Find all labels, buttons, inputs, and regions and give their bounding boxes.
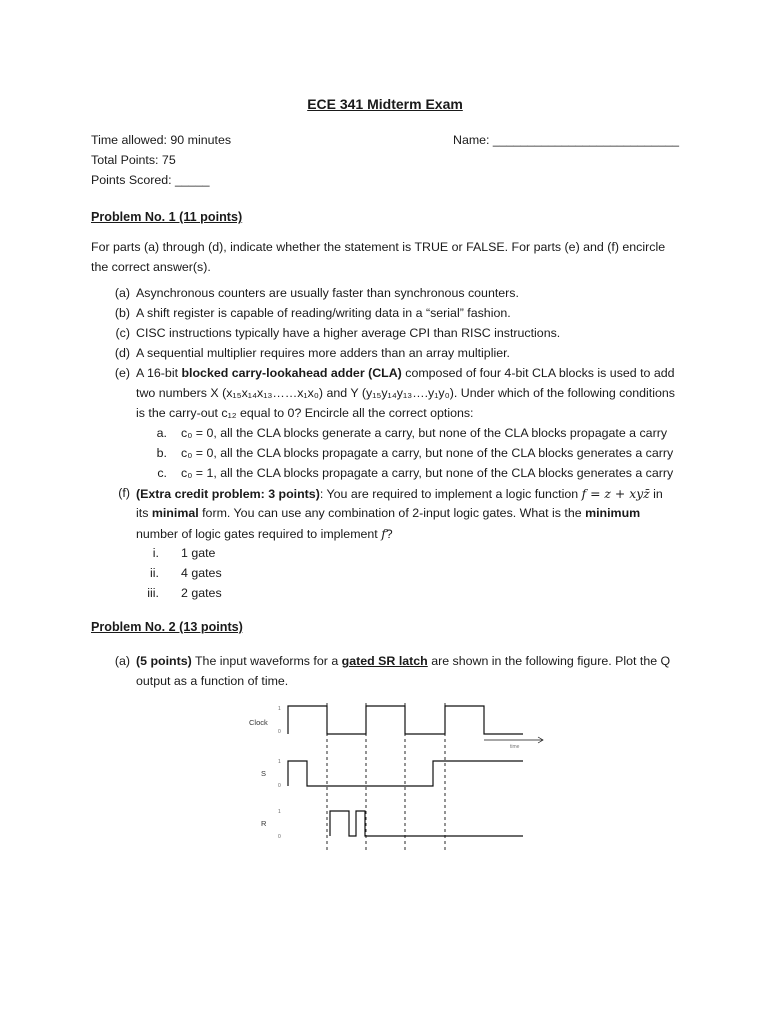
r-low-label: 0 — [278, 834, 281, 840]
option-b-label: b. — [156, 446, 167, 460]
item-e-line3: is the carry-out c₁₂ equal to 0? Encircle all the correct options: — [136, 406, 474, 420]
s-high-label: 1 — [278, 759, 281, 765]
item-b-label: (b) — [114, 306, 130, 320]
item-f-label: (f) — [118, 486, 130, 500]
option-c-label: c. — [157, 466, 167, 480]
time-label: time — [510, 744, 520, 750]
item-f-line1: (Extra credit problem: 3 points): You are required to implement a logic function f = z + xyz̄ in — [136, 486, 663, 501]
p2-item-a-line2: output as a function of time. — [136, 674, 289, 688]
item-f-line2: its minimal form. You can use any combination of 2-input logic gates. What is the minimum — [136, 506, 641, 520]
item-a-label: (a) — [114, 286, 130, 300]
points-scored: Points Scored: _____ — [91, 173, 210, 187]
s-low-label: 0 — [278, 783, 281, 789]
name-field: Name: ___________________________ — [453, 133, 679, 147]
p2-item-a-line1: (5 points) The input waveforms for a gated SR latch are shown in the following figure. Plot the Q — [136, 654, 671, 668]
r-high-label: 1 — [278, 809, 281, 815]
option-a-label: a. — [156, 426, 167, 440]
problem-1-heading: Problem No. 1 (11 points) — [91, 210, 243, 224]
s-waveform — [288, 761, 523, 786]
total-points: Total Points: 75 — [91, 153, 176, 167]
option-ii-text: 4 gates — [181, 566, 222, 580]
problem-2-heading: Problem No. 2 (13 points) — [91, 620, 243, 634]
option-iii-text: 2 gates — [181, 586, 222, 600]
problem-1-intro: For parts (a) through (d), indicate whether the statement is TRUE or FALSE. For parts (e) and (f) encircle the correct answer(s). — [91, 240, 666, 274]
time-allowed: Time allowed: 90 minutes — [91, 133, 232, 147]
item-a-text: Asynchronous counters are usually faster than synchronous counters. — [136, 286, 519, 300]
item-e-line2: two numbers X (x₁₅x₁₄x₁₃……x₁x₀) and Y (y₁₅y₁₄y₁₃….y₁y₀). Under which of the following conditions — [136, 386, 675, 400]
p2-item-a-label: (a) — [114, 654, 130, 668]
item-f-line3: number of logic gates required to implement f? — [136, 526, 393, 541]
option-b-text: c₀ = 0, all the CLA blocks propagate a carry, but none of the CLA blocks generates a carry — [181, 446, 674, 460]
item-d-label: (d) — [114, 346, 130, 360]
item-c-text: CISC instructions typically have a higher average CPI than RISC instructions. — [136, 326, 561, 340]
item-e-line1: A 16-bit blocked carry-lookahead adder (CLA) composed of four 4-bit CLA blocks is used to add — [136, 366, 675, 380]
clock-low-label: 0 — [278, 729, 281, 735]
item-b-text: A shift register is capable of reading/writing data in a “serial” fashion. — [136, 306, 511, 320]
option-iii-label: iii. — [147, 586, 159, 600]
r-label: R — [261, 819, 267, 828]
option-c-text: c₀ = 1, all the CLA blocks propagate a carry, but none of the CLA blocks generates a carry — [181, 466, 674, 480]
function-formula: f = z + xyz̄ — [581, 486, 650, 501]
item-c-label: (c) — [115, 326, 130, 340]
clock-high-label: 1 — [278, 706, 281, 712]
clock-label: Clock — [249, 718, 268, 727]
option-ii-label: ii. — [150, 566, 159, 580]
item-e-label: (e) — [114, 366, 130, 380]
option-a-text: c₀ = 0, all the CLA blocks generate a carry, but none of the CLA blocks propagate a carry — [181, 426, 668, 440]
page-title: ECE 341 Midterm Exam — [307, 96, 463, 112]
option-i-label: i. — [152, 546, 159, 560]
clock-waveform — [288, 706, 523, 734]
item-d-text: A sequential multiplier requires more adders than an array multiplier. — [136, 346, 510, 360]
r-waveform — [330, 811, 523, 836]
s-label: S — [261, 769, 267, 778]
option-i-text: 1 gate — [181, 546, 216, 560]
